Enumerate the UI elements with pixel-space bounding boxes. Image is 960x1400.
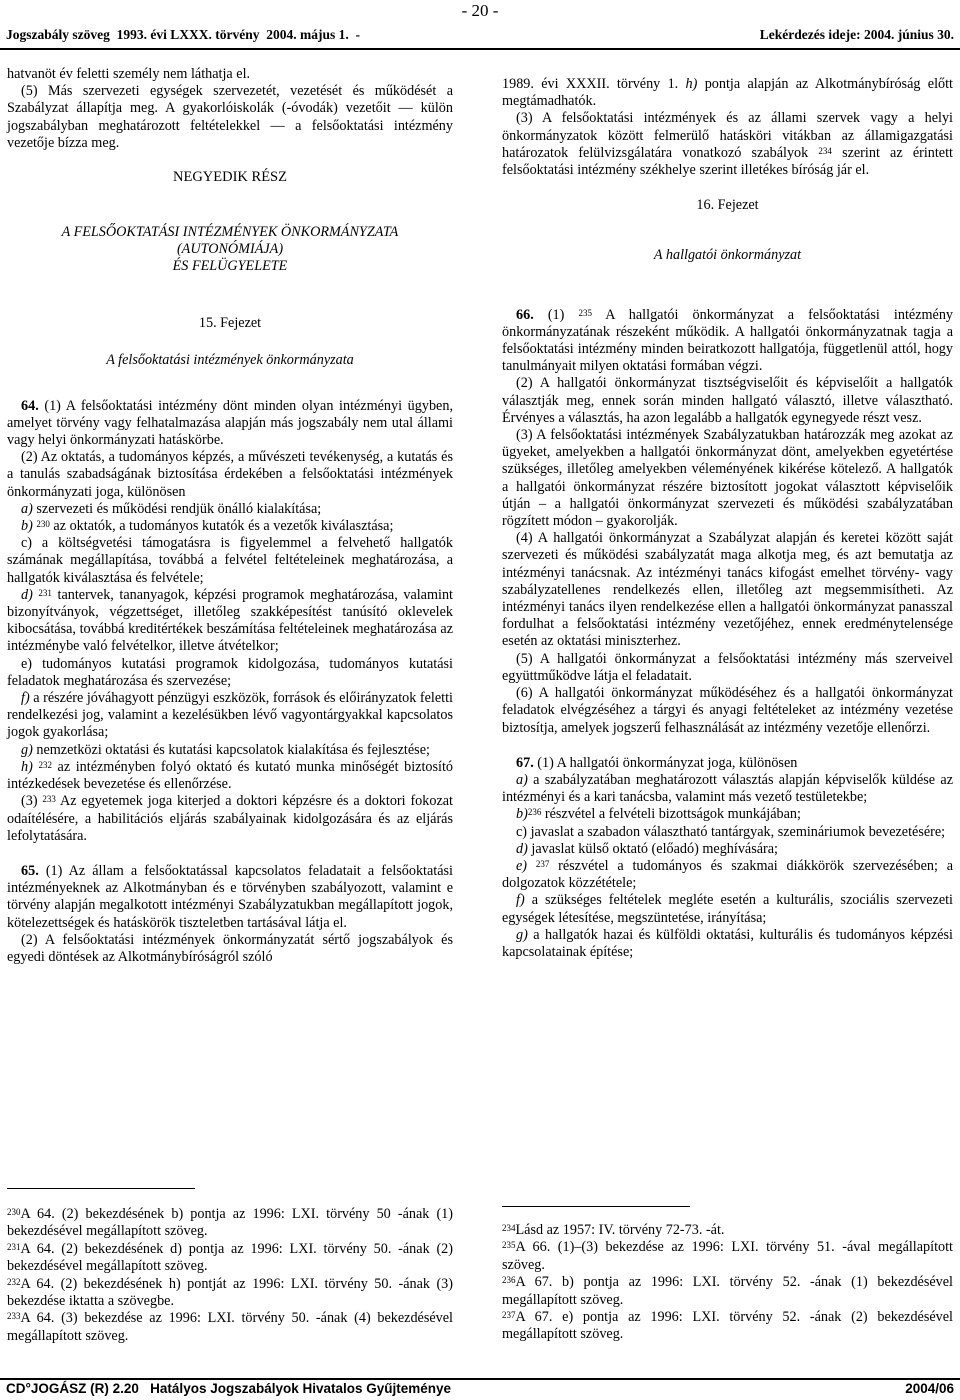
paragraph: (6) A hallgatói önkormányzat működéséhez és a hallgatói önkormányzat feladatok elvégzéséhez a tárgyi és anyagi feltételeket az intézmény vezetése biztosítja, amelyek jogszerű felhasználását az intézmény vezetője ellenőrzi. [502,685,953,736]
part-title: NEGYEDIK RÉSZ [173,169,287,186]
paragraph: (5) Más szervezeti egységek szervezetét, vezetését és működését a Szabályzat állapítja meg. A gyakorlóiskolák (-óvodák) vezetőit — külön jogszabályban meghatározott feltételekkel — a felsőoktatási intézmény vezetője bízza meg. [7,83,453,151]
chapter-number: 15. Fejezet [198,315,262,332]
chapter-title: A hallgatói önkormányzat [653,247,802,264]
section-number: 65. [21,862,46,879]
chapter-number: 16. Fejezet [696,197,759,214]
section-67-paragraph-1: 67. (1) A hallgatói önkormányzat joga, különösen [516,754,798,771]
right-footnotes [502,1222,953,1344]
footer-edition: 2004/06 [905,1381,954,1396]
paragraph: (2) A hallgatói önkormányzat tisztségviselőit és képviselőit a hallgatók választják meg, ennek során minden hallgató választó, illetve választható. Érvényes a választás, ha azon legalább a hallgatók egynegyede részt vesz. [502,375,953,426]
left-column [7,66,453,966]
list-item: e) $^{237}$ részvétel a tudományos és szakmai diákkörök szervezésében; a dolgozatok közzététele; [502,857,954,892]
chapter-title: A felsőoktatási intézmények önkormányzata [106,352,354,369]
footnote: $^{233}$A 64. (3) bekezdése az 1996: LXI. törvény 50. -ának (4) bekezdésével megállapított szöveg. [7,1310,453,1344]
footer-divider [0,1378,960,1380]
section-number: 66. [516,306,548,323]
footer-publisher: CD°JOGÁSZ (R) 2.20 Hatályos Jogszabályok Hivatalos Gyűjteménye [6,1381,452,1396]
footnote: $^{237}$A 67. e) pontja az 1996: LXI. törvény 52. -ának (2) bekezdésével megállapított szöveg. [502,1309,953,1343]
footnote: $^{234}$Lásd az 1957: IV. törvény 72-73. -át. [502,1222,725,1238]
list-item: b) $^{230}$ az oktatók, a tudományos kutatók és a vezetők kiválasztása; [21,518,394,535]
footnote-ref: 234 [818,145,832,156]
footnote-ref: 231 [38,587,52,598]
section-number: 64. [21,397,45,414]
paragraph: (3) A felsőoktatási intézmények és az állami szervek vagy a helyi önkormányzatok között felmerülő hatásköri vitákban az államigazgatási határozatok felülvizsgálatára vonatkozó szabályok $^{234}$ szerint az érintett felsőoktatási intézmény székhelye szerint illetékes bíróság jár el. [502,110,953,179]
list-item: f) a szükséges feltételek megléte esetén a kulturális, szociális szervezeti egységek létesítése, megszüntetése, irányítása; [502,892,953,926]
header-divider [0,48,960,50]
footnote-ref: 230 [36,519,50,530]
footnote: $^{232}$A 64. (2) bekezdésének h) pontját az 1996: LXI. törvény 50. -ának (3) bekezdése iktatta a szövegbe. [7,1275,453,1310]
part-subtitle-line: A FELSŐOKTATÁSI INTÉZMÉNYEK ÖNKORMÁNYZATA [61,224,399,241]
section-65-paragraph-2: (2) A felsőoktatási intézmények önkormányzatát sértő jogszabályok és egyedi döntések az Alkotmánybíróságról szóló [7,931,453,965]
list-item: a) szervezeti és működési rendjük önálló kialakítása; [21,500,322,517]
header-query-date: Lekérdezés ideje: 2004. június 30. [759,27,954,42]
section-66-paragraph-1: 66. (1) $^{235}$ A hallgatói önkormányzat a felsőoktatási intézmény önkormányzatának részeként működik. A hallgatói önkormányzatnak tagja a felsőoktatási intézmény minden beiratkozott hallgatója, függetlenül attól, hogy tanulmányait milyen oktatási formában végzi. [502,306,954,375]
section-64-paragraph-2: (2) Az oktatás, a tudományos képzés, a művészeti tevékenység, a kutatás és a tanulás szabadságának biztosítása érdekében a felsőoktatási intézmények önkormányzati joga, különösen [7,449,453,500]
paragraph: (5) A hallgatói önkormányzat a felsőoktatási intézmény más szerveivel együttműködve látja el feladatait. [502,650,953,684]
paragraph: (3) A felsőoktatási intézmények Szabályzatukban határozzák meg azokat az ügyeket, amelyekben a hallgatói önkormányzat dönt, amelyekben egyetértése szükséges, illetőleg amelyekben véleményének kikérése kötelező. A hallgatók a hallgatói önkormányzat részére biztosított jogokat választott képviselőik útján – a hallgatói önkormányzat szervezeti és működési szabályzatában rögzített módon – gyakorolják. [502,427,953,530]
list-item: b)$^{236}$ részvétel a felvételi bizottságok munkájában; [516,806,801,823]
list-item: a) a szabályzatában meghatározott választás alapján képviselők küldése az intézményi és a kari tanácsba, valamint más vezető testületekbe; [502,771,953,806]
section-65-paragraph-1: 65. (1) Az állam a felsőoktatással kapcsolatos feladatait a felsőoktatási intézményeknek az Alkotmányban és e törvényben szabályozott, valamint e törvény alapján megalkotott intézményi Szabályzatukban megállapított jogok, kötelezettségek és hatáskörök tiszteletben tartásával látja el. [7,862,454,931]
section-64-paragraph-3: (3) $^{233}$ Az egyetemek joga kiterjed a doktori képzésre és a doktori fokozat odaítélésére, a habilitációs eljárás szabályainak kidolgozására és az eljárás lefolytatására. [7,793,453,844]
footnote-ref: 235 [578,307,592,318]
footnote-ref: 237 [535,858,550,869]
list-item: d) $^{231}$ tantervek, tananyagok, képzési programok meghatározása, valamint bizonyítványok, végzettséget, illetőleg szakképesítést tanúsító oklevelek kibocsátása, továbbá kreditértékek beszámítása feltételeinek meghatározása az intézménybe való felvételkor, illetve átvételkor; [7,586,453,655]
footnote: $^{236}$A 67. b) pontja az 1996: LXI. törvény 52. -ának (1) bekezdésével megállapított szöveg. [502,1274,953,1308]
paragraph: 1989. évi XXXII. törvény 1. h) pontja alapján az Alkotmánybíróság előtt megtámadhatók. [502,76,953,110]
list-item: g) a hallgatók hazai és külföldi oktatási, kulturális és tudományos képzési kapcsolatainak építése; [502,926,953,960]
footnote: $^{230}$A 64. (2) bekezdésének b) pontja az 1996: LXI. törvény 50 -ának (1) bekezdésével megállapított szöveg. [7,1206,453,1240]
footnote: $^{235}$A 66. (1)–(3) bekezdése az 1996: LXI. törvény 51. -ával megállapított szöveg. [502,1239,953,1273]
list-item: c) a költségvetési támogatásra is figyelemmel a felvehető hallgatók számának megállapítása, továbbá a felvétel feltételeinek meghatározása, a hallgatók kiválasztása és felvétele; [7,535,453,586]
page-number: - 20 - [461,1,499,20]
footnote-ref: 233 [42,794,56,805]
footnote: $^{231}$A 64. (2) bekezdésének d) pontja az 1996: LXI. törvény 50. -ának (2) bekezdésével megállapított szöveg. [7,1240,453,1275]
right-column [502,76,953,961]
paragraph: (4) A hallgatói önkormányzat a Szabályzat alapján és keretei között saját szervezeti és működési szabályzatát maga alkotja meg, és azt bemutatja az intézményi tanácsnak. Az intézményi tanács kifogást emelhet törvény- vagy szabályzatellenes rendelkezés ellen, illetőleg azt megsemmisítheti. Az intézményi tanács ilyen rendelkezése ellen a hallgatói önkormányzat panasszal fordulhat a felsőoktatási intézmény vezetőjéhez, ennek eredménytelensége esetén az oktatási miniszterhez. [502,530,953,650]
header-document-info: Jogszabály szöveg 1993. évi LXXX. törvény 2004. május 1. - [6,27,360,42]
part-subtitle-line: ÉS FELÜGYELETE [172,258,288,275]
list-item: d) javaslat külső oktató (előadó) meghívására; [516,840,779,857]
footnote-divider [502,1206,690,1207]
section-number: 67. [516,754,538,771]
footnote-ref: 232 [38,759,52,770]
list-item: f) a részére jóváhagyott pénzügyi eszközök, források és előirányzatok feletti rendelkezési jog, valamint a kezelésükben lévő vagyontárgyakkal kapcsolatos jogok gyakorlása; [7,690,453,741]
footnote-ref: 236 [527,807,542,818]
left-footnotes [7,1206,453,1345]
part-subtitle-line: (AUTONÓMIÁJA) [176,241,284,258]
list-item: e) tudományos kutatási programok kidolgozása, tudományos kutatási feladatok meghatározása és szervezése; [7,655,453,689]
list-item: g) nemzetközi oktatási és kutatási kapcsolatok kialakítása és fejlesztése; [21,741,430,758]
paragraph: hatvanöt év feletti személy nem láthatja el. [7,66,251,82]
list-item: c) javaslat a szabadon választható tantárgyak, szemináriumok bevezetésére; [516,823,946,840]
list-item: h) $^{232}$ az intézményben folyó oktató és kutató munka minőségét biztosító intézkedések bevezetése és ellenőrzése. [7,758,454,793]
section-64-paragraph-1: 64. (1) A felsőoktatási intézmény dönt minden olyan intézményi ügyben, amelyet törvény vagy felhatalmazása alapján más jogszabály nem utal állami vagy helyi önkormányzati hatáskörbe. [7,397,453,449]
footnote-divider [7,1188,195,1189]
